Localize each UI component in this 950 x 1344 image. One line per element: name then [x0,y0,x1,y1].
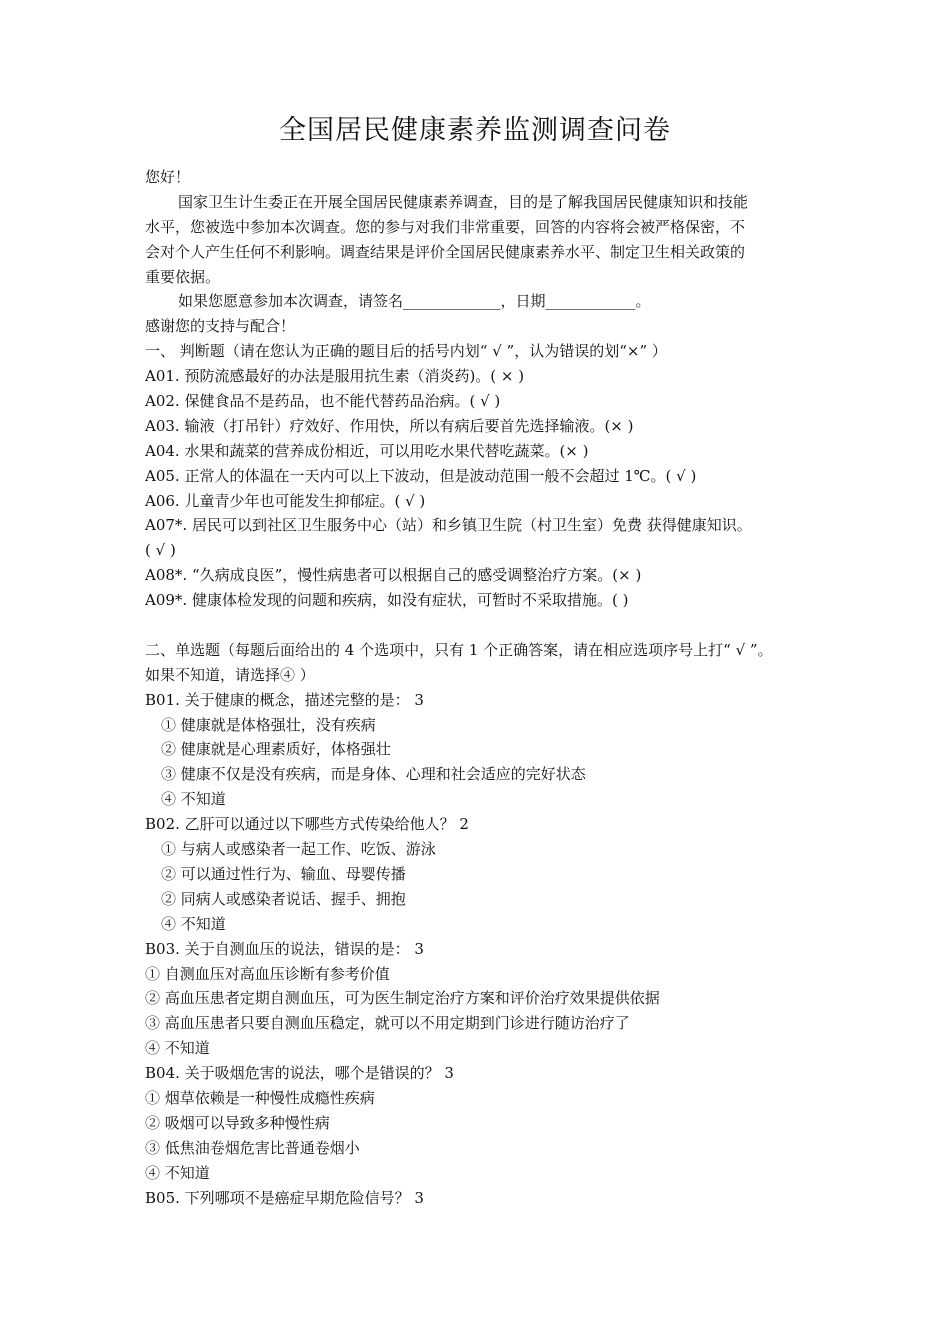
b02-option-2: ② 可以通过性行为、输血、母婴传播 [161,864,406,883]
intro-line-2: 水平，您被选中参加本次调查。您的参与对我们非常重要，回答的内容将会被严格保密，不 [145,217,746,236]
question-a08: A08*. “久病成良医”，慢性病患者可以根据自己的感受调整治疗方案。(× ) [145,566,642,585]
question-b04: B04. 关于吸烟危害的说法，哪个是错误的？ 3 [145,1064,454,1083]
question-b01: B01. 关于健康的概念，描述完整的是： 3 [145,690,424,709]
question-a09: A09*. 健康体检发现的问题和疾病，如没有症状，可暂时不采取措施。( ) [145,591,629,610]
b04-option-1: ① 烟草依赖是一种慢性成瘾性疾病 [145,1088,375,1107]
b03-option-2: ② 高血压患者定期自测血压，可为医生制定治疗方案和评价治疗效果提供依据 [145,989,660,1008]
questionnaire-body [145,165,810,1210]
question-b03: B03. 关于自测血压的说法，错误的是： 3 [145,939,424,958]
b02-option-1: ① 与病人或感染者一起工作、吃饭、游泳 [161,840,436,859]
greeting: 您好！ [145,168,191,186]
b02-option-4: ④ 不知道 [161,914,226,933]
thanks-line: 感谢您的支持与配合！ [145,317,296,336]
section1-heading: 一、 判断题（请在您认为正确的题目后的括号内划“ √ ”，认为错误的划“×” ） [145,342,667,361]
b01-option-1: ① 健康就是体格强壮，没有疾病 [161,715,376,734]
intro-line-4: 重要依据。 [145,267,221,286]
question-a03: A03. 输液（打吊针）疗效好、作用快，所以有病后要首先选择输液。(× ) [145,416,634,435]
b01-option-4: ④ 不知道 [161,790,226,809]
question-a05: A05. 正常人的体温在一天内可以上下波动，但是波动范围一般不会超过 1℃。( √ ) [145,466,697,485]
b03-option-3: ③ 高血压患者只要自测血压稳定，就可以不用定期到门诊进行随访治疗了 [145,1014,630,1033]
b01-option-2: ② 健康就是心理素质好，体格强壮 [161,740,391,759]
sign-line: 如果您愿意参加本次调查，请签名_____________，日期____________。 [178,292,651,311]
b03-option-4: ④ 不知道 [145,1039,210,1058]
b04-option-3: ③ 低焦油卷烟危害比普通卷烟小 [145,1138,360,1157]
b03-option-1: ① 自测血压对高血压诊断有参考价值 [145,964,390,983]
spacer [145,613,810,638]
b01-option-3: ③ 健康不仅是没有疾病，而是身体、心理和社会适应的完好状态 [161,765,586,784]
question-b02: B02. 乙肝可以通过以下哪些方式传染给他人？ 2 [145,815,469,834]
intro-line-1: 国家卫生计生委正在开展全国居民健康素养调查，目的是了解我国居民健康知识和技能 [178,192,749,211]
section2-heading-line-1: 二、单选题（每题后面给出的 4 个选项中，只有 1 个正确答案，请在相应选项序号上打“ √ ”。 [145,640,773,659]
question-a07-answer: ( √ ) [145,541,176,560]
question-b05: B05. 下列哪项不是癌症早期危险信号？ 3 [145,1188,424,1207]
question-a02: A02. 保健食品不是药品，也不能代替药品治病。( √ ) [145,392,501,411]
question-a04: A04. 水果和蔬菜的营养成份相近，可以用吃水果代替吃蔬菜。(× ) [145,441,589,460]
section2-heading-line-2: 如果不知道，请选择④ ） [145,665,315,684]
b04-option-4: ④ 不知道 [145,1163,210,1182]
intro-line-3: 会对个人产生任何不利影响。调查结果是评价全国居民健康素养水平、制定卫生相关政策的 [145,242,746,261]
question-a06: A06. 儿童青少年也可能发生抑郁症。( √ ) [145,491,426,510]
question-a07: A07*. 居民可以到社区卫生服务中心（站）和乡镇卫生院（村卫生室）免费 获得健康知识。 [145,516,752,535]
b04-option-2: ② 吸烟可以导致多种慢性病 [145,1113,330,1132]
question-a01: A01. 预防流感最好的办法是服用抗生素（消炎药)。( × ) [145,367,525,386]
b02-option-3: ② 同病人或感染者说话、握手、拥抱 [161,889,406,908]
page-title: 全国居民健康素养监测调查问卷 [279,115,671,146]
